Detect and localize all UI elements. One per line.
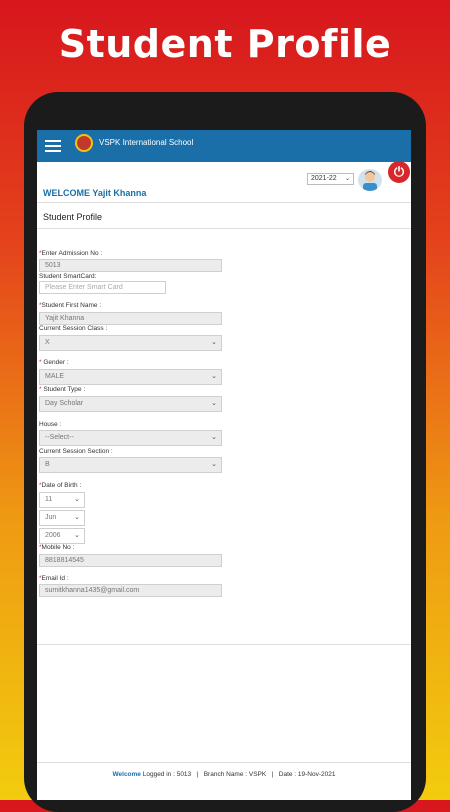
chevron-down-icon: ⌄ (74, 514, 80, 521)
class-select[interactable]: X ⌄ (39, 335, 222, 351)
admission-field[interactable]: 5013 (39, 259, 222, 272)
chevron-down-icon: ⌄ (211, 339, 217, 346)
house-select[interactable]: --Select-- ⌄ (39, 430, 222, 446)
welcome-text: WELCOME Yajit Khanna (43, 188, 147, 198)
footer-logged-in: Logged in : 5013 (142, 771, 192, 778)
footer-separator: | (271, 771, 274, 778)
menu-icon[interactable] (45, 140, 61, 152)
session-select[interactable] (307, 173, 354, 185)
house-label: House : (39, 421, 62, 428)
mobile-field[interactable]: 8818814545 (39, 554, 222, 567)
divider (37, 202, 411, 203)
divider (37, 644, 411, 645)
footer-separator: | (196, 771, 199, 778)
mobile-label: *Mobile No : (39, 544, 75, 551)
student-type-label: * Student Type : (39, 386, 86, 393)
app-screen (37, 130, 411, 800)
footer (37, 771, 411, 778)
section-select[interactable]: B ⌄ (39, 457, 222, 473)
smartcard-label: Student SmartCard: (39, 273, 97, 280)
chevron-down-icon: ⌄ (211, 400, 217, 407)
school-name: VSPK International School (99, 138, 194, 147)
footer-welcome: Welcome (112, 771, 141, 778)
dob-label: *Date of Birth : (39, 482, 82, 489)
student-type-select[interactable]: Day Scholar ⌄ (39, 396, 222, 412)
dob-day-select[interactable]: 11 ⌄ (39, 492, 85, 508)
divider (37, 228, 411, 229)
divider (37, 762, 411, 763)
footer-date: Date : 19-Nov-2021 (278, 771, 336, 778)
power-icon[interactable]: ⏻ (388, 161, 410, 183)
dob-year-select[interactable]: 2006 ⌄ (39, 528, 85, 544)
dob-month-select[interactable]: Jun ⌄ (39, 510, 85, 526)
promo-title: Student Profile (58, 22, 392, 66)
chevron-down-icon: ⌄ (344, 176, 350, 182)
chevron-down-icon: ⌄ (74, 496, 80, 503)
smartcard-input[interactable]: Please Enter Smart Card (39, 281, 166, 294)
chevron-down-icon: ⌄ (211, 434, 217, 441)
first-name-field[interactable]: Yajit Khanna (39, 312, 222, 325)
chevron-down-icon: ⌄ (211, 373, 217, 380)
chevron-down-icon: ⌄ (74, 532, 80, 539)
school-logo (75, 134, 93, 152)
session-value: 2021-22 (311, 175, 337, 182)
email-field[interactable]: sumitkhanna1435@gmail.com (39, 584, 222, 597)
avatar[interactable] (358, 169, 382, 191)
app-bar (37, 130, 411, 162)
gender-label: * Gender : (39, 359, 69, 366)
class-label: Current Session Class : (39, 325, 108, 332)
first-name-label: *Student First Name : (39, 302, 102, 309)
section-label: Current Session Section : (39, 448, 113, 455)
footer-branch: Branch Name : VSPK (203, 771, 267, 778)
gender-select[interactable]: MALE ⌄ (39, 369, 222, 385)
page-title: Student Profile (43, 212, 103, 222)
chevron-down-icon: ⌄ (211, 461, 217, 468)
admission-label: *Enter Admission No : (39, 250, 103, 257)
email-label: *Email Id : (39, 575, 69, 582)
